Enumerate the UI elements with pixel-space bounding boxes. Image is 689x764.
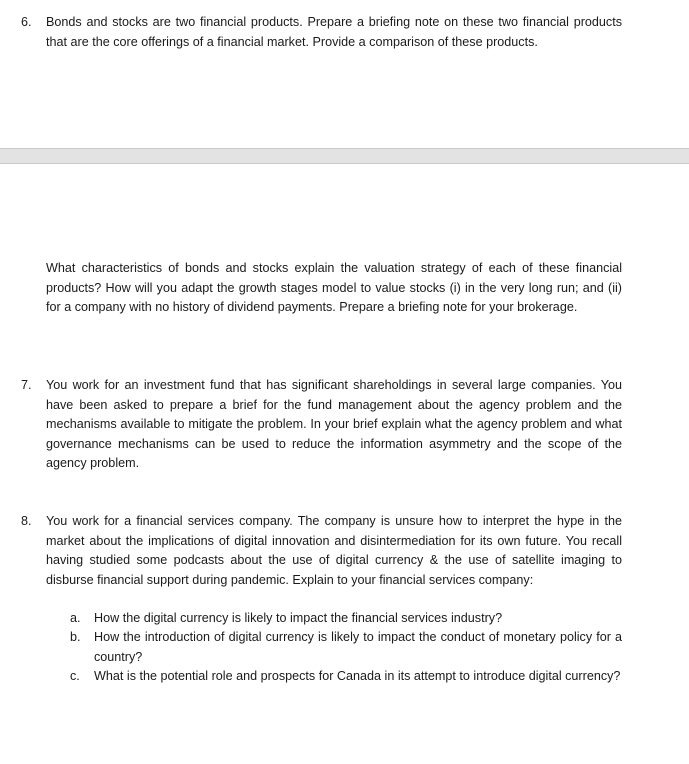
question-text: You work for an investment fund that has significant shareholdings in several large companies. You have been asked to prepare a brief for the fund management about the agency problem and the mechanisms available to mitigate the problem. In your brief explain what the agency problem and what governance mechanisms can be used to reduce the information asymmetry and the scope of the agency problem.	[46, 378, 622, 470]
question-text: Bonds and stocks are two financial products. Prepare a briefing note on these two financial products that are the core offerings of a financial market. Provide a comparison of these products.	[46, 15, 622, 49]
document-page-1	[0, 0, 689, 148]
question-number: 6.	[21, 15, 32, 29]
question-text: You work for a financial services company. The company is unsure how to interpret the hype in the market about the implications of digital innovation and disintermediation for its own future. You recall having studied some podcasts about the use of digital currency & the use of satellite imaging to disburse financial support during pandemic. Explain to your financial services company:	[46, 514, 622, 587]
question-text: What characteristics of bonds and stocks explain the valuation strategy of each of these financial products? How will you adapt the growth stages model to value stocks (i) in the very long run; and (ii) for a company with no history of dividend payments. Prepare a briefing note for your brokerage.	[46, 261, 622, 314]
question-number: 8.	[21, 514, 32, 528]
sub-item-letter: c.	[70, 669, 80, 683]
sub-item-text: How the digital currency is likely to impact the financial services industry?	[94, 611, 503, 625]
sub-item-letter: a.	[70, 611, 81, 625]
page-break	[0, 148, 689, 164]
sub-item-text: What is the potential role and prospects for Canada in its attempt to introduce digital currency?	[94, 669, 621, 683]
question-number: 7.	[21, 378, 32, 392]
sub-item-text: How the introduction of digital currency is likely to impact the conduct of monetary policy for a country?	[94, 630, 622, 664]
document-page-2	[0, 164, 689, 764]
sub-item-letter: b.	[70, 630, 81, 644]
